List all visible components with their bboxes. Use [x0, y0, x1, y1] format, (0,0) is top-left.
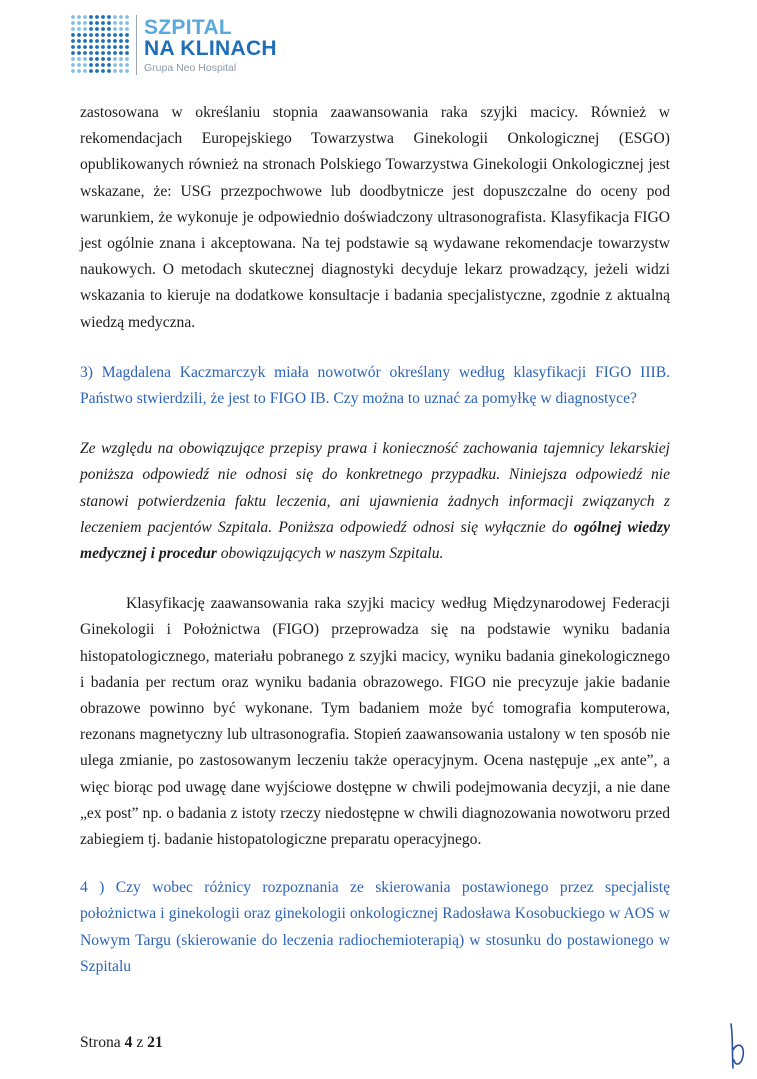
logo-divider	[136, 15, 137, 75]
document-body	[80, 100, 670, 980]
page-total: 21	[147, 1034, 163, 1051]
disclaimer-text-1: Ze względu na obowiązujące przepisy prawa i konieczność zachowania tajemnicy lekarskiej poniższa odpowiedź nie odnosi się do konkretnego przypadku. Niniejsza odpowiedź nie stanowi potwierdzenia faktu leczenia, ani ujawnienia żadnych informacji związanych z leczeniem pacjentów Szpitala. Poniższa odpowiedź odnosi się wyłącznie do	[80, 440, 670, 536]
paragraph-esgo: zastosowana w określaniu stopnia zaawansowania raka szyjki macicy. Również w rekomendacjach Europejskiego Towarzystwa Ginekologii Onkologicznej (ESGO) opublikowanych również na stronach Polskiego Towarzystwa Ginekologii Onkologicznej jest wskazane, że: USG przezpochwowe lub doodbytnicze jest dopuszczalne do oceny pod warunkiem, że wykonuje je odpowiednio doświadczony ultrasonografista. Klasyfikacja FIGO jest ogólnie znana i akceptowana. Na tej podstawie są wydawane rekomendacje towarzystw naukowych. O metodach skutecznej diagnostyki decyduje lekarz prowadzący, jeżeli widzi wskazania to kieruje na dodatkowe konsultacje i badania specjalistyczne, zgodnie z aktualną wiedzą medyczna.	[80, 104, 670, 331]
page-current: 4	[124, 1034, 133, 1051]
logo-line-2: NA KLINACH	[144, 36, 277, 60]
page-number	[80, 1034, 163, 1052]
disclaimer-text-2: obowiązujących w naszym Szpitalu.	[216, 545, 444, 563]
question-4: 4 ) Czy wobec różnicy rozpoznania ze skierowania postawionego przez specjalistę położnictwa i ginekologii oraz ginekologii onkologicznej Radosława Kosobuckiego w AOS w Nowym Targu (skierowanie do leczenia radiochemioterapią) w stosunku do postawionego w Szpitalu	[80, 879, 670, 975]
paragraph-figo: Klasyfikację zaawansowania raka szyjki macicy według Międzynarodowej Federacji Ginekologii i Położnictwa (FIGO) przeprowadza się na podstawie wyniku badania histopatologicznego, materiału pobranego z szyjki macicy, wyniku badania ginekologicznego i badania per rectum oraz wyniku badania obrazowego. FIGO nie precyzuje jakie badanie obrazowe powinno być wykonane. Tym badaniem może być tomografia komputerowa, rezonans magnetyczny lub ultrasonografia. Stopień zaawansowania ustalony w ten sposób nie ulega zmianie, po zastosowanym leczeniu także operacyjnym. Ocena następuje „ex ante”, a więc biorąc pod uwagę dane wyjściowe dostępne w chwili podejmowania decyzji, a nie dane „ex post” np. o badania z istoty rzeczy niedostępne w chwili diagnozowania nowotworu przed zabiegiem tj. badanie histopatologiczne preparatu operacyjnego.	[80, 595, 670, 849]
handwritten-initials	[727, 1022, 749, 1070]
hospital-logo	[70, 14, 277, 76]
disclaimer	[80, 436, 670, 567]
question-3: 3) Magdalena Kaczmarczyk miała nowotwór określany według klasyfikacji FIGO IIIB. Państwo stwierdzili, że jest to FIGO IB. Czy można to uznać za pomyłkę w diagnostyce?	[80, 363, 670, 408]
logo-line-3: Grupa Neo Hospital	[144, 61, 237, 74]
logo-cross-icon	[70, 14, 130, 76]
page-prefix: Strona	[80, 1034, 125, 1051]
logo-text	[144, 17, 277, 74]
logo-line-1: SZPITAL	[144, 15, 233, 39]
page-separator: z	[132, 1034, 148, 1051]
disclaimer-bold: ogólnej wiedzy medycznej i procedur	[80, 518, 670, 563]
